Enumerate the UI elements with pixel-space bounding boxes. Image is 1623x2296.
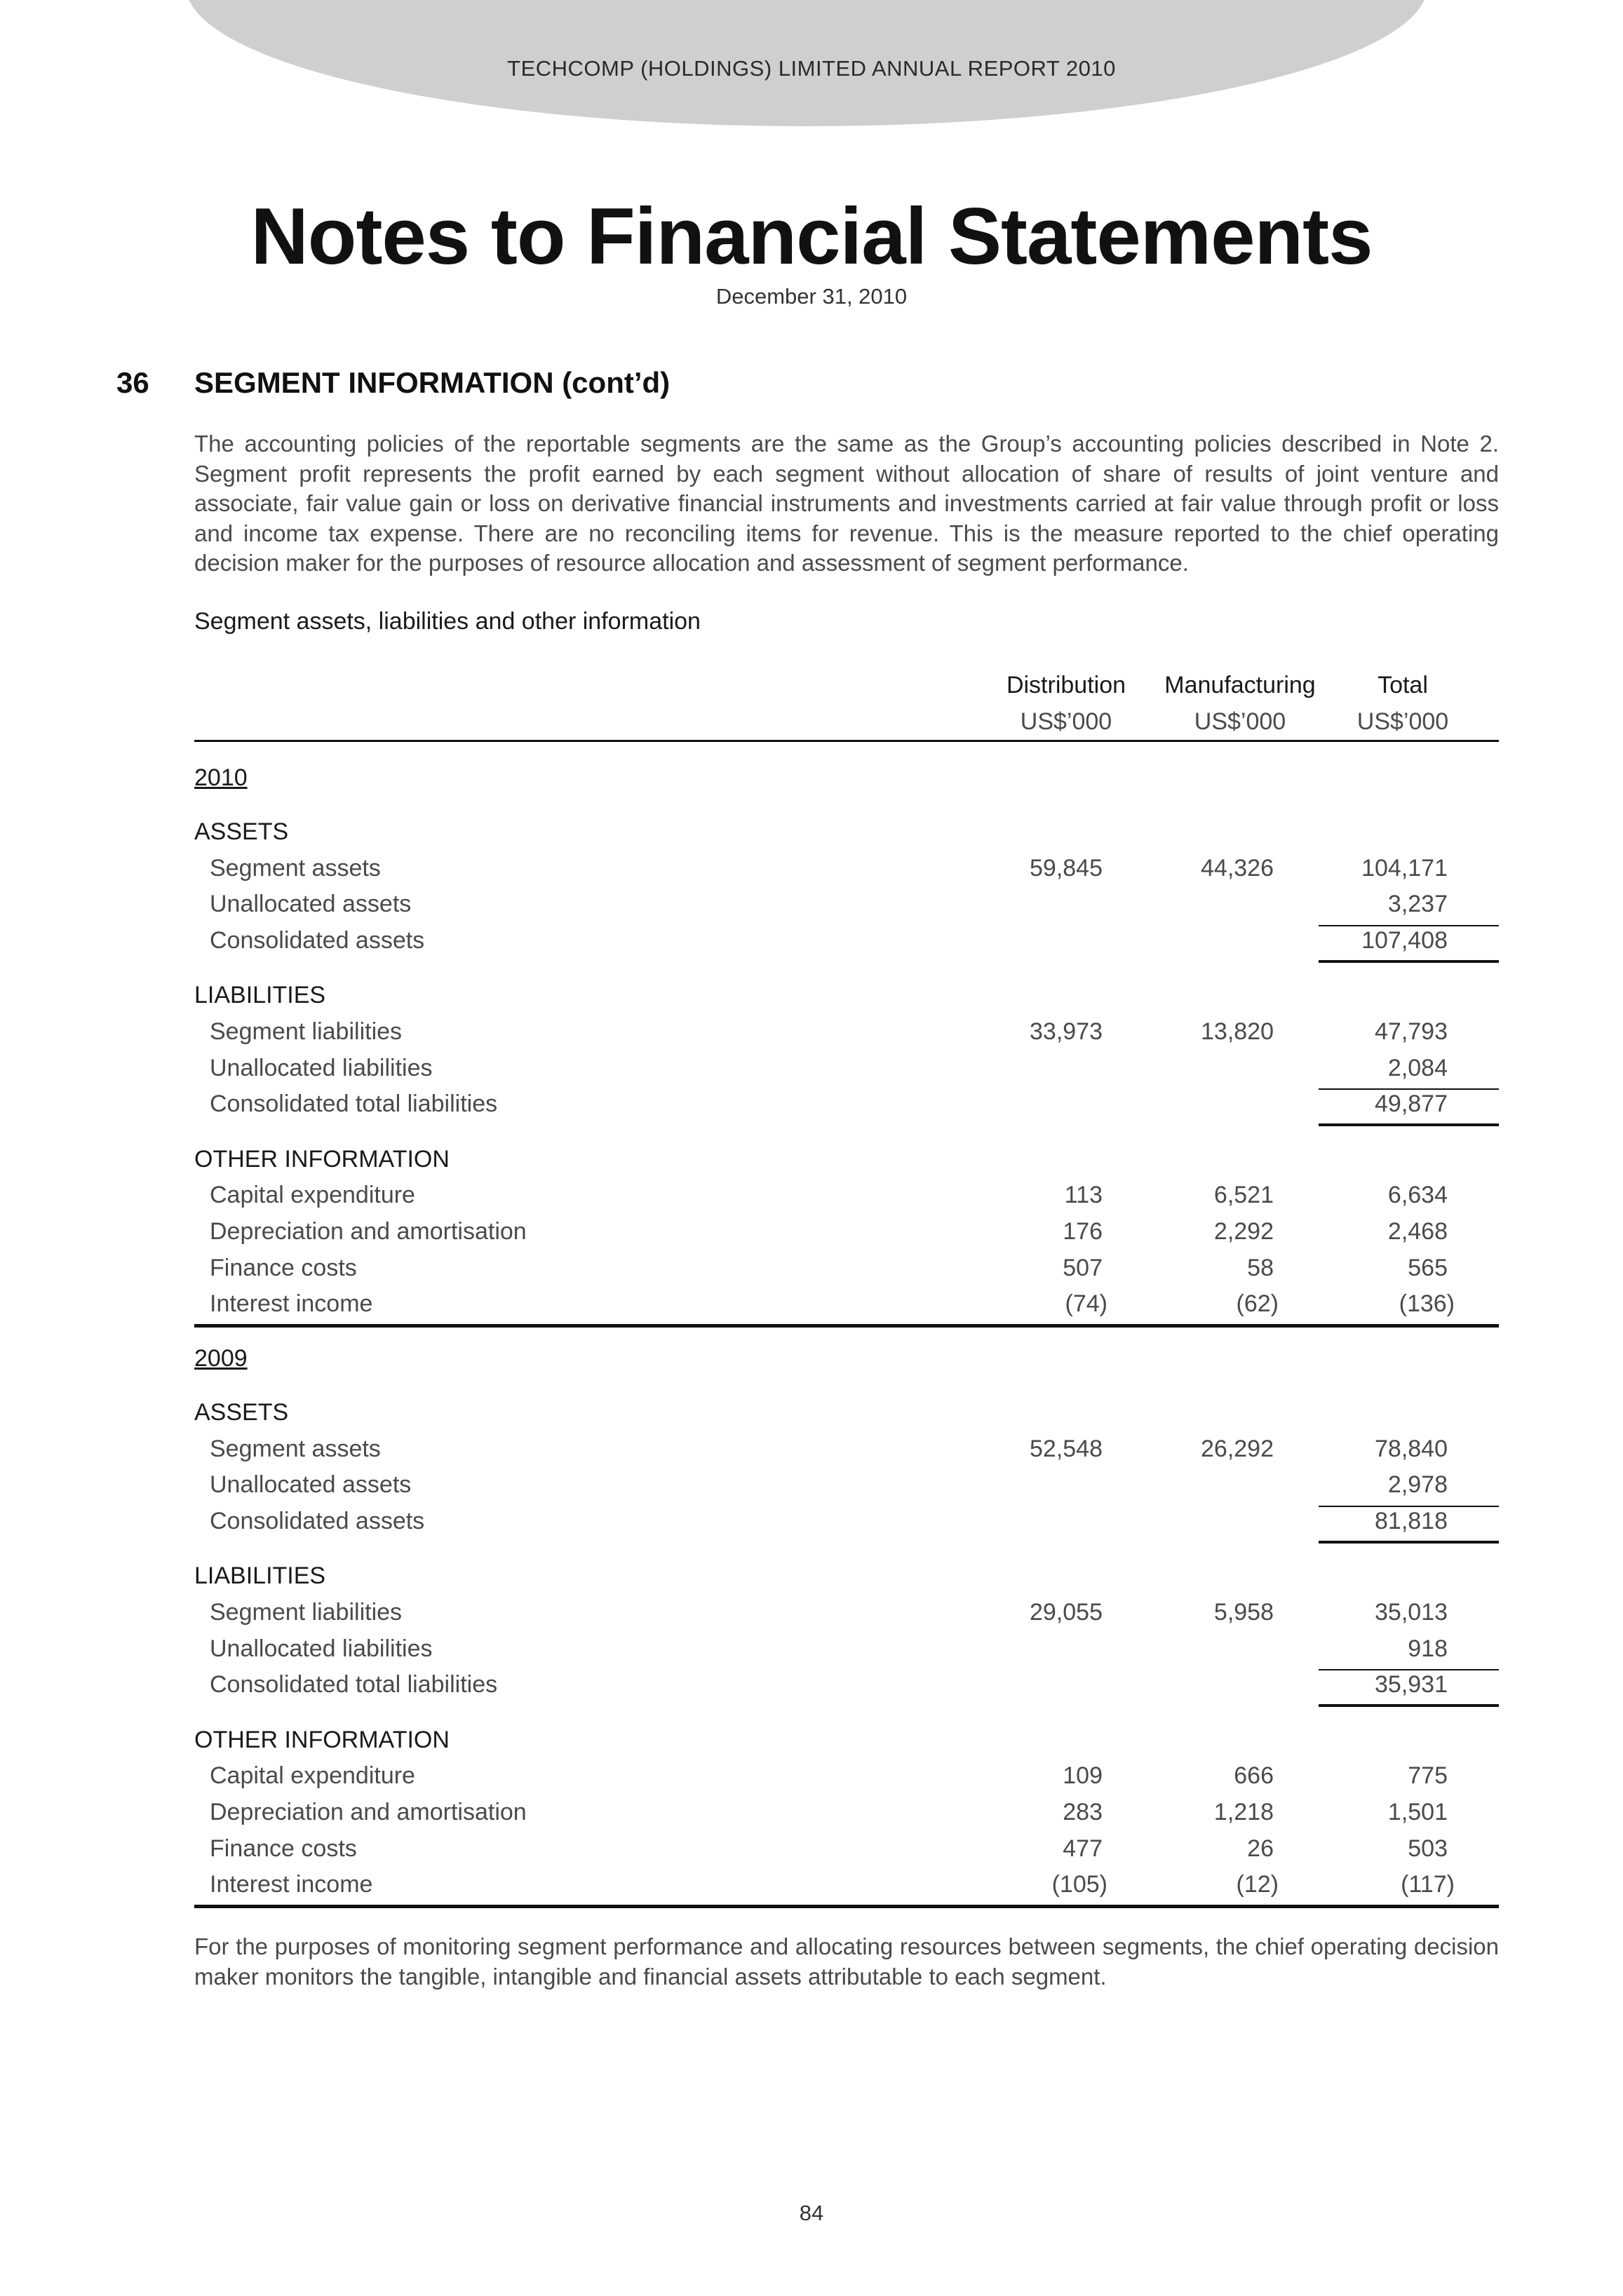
row-label: Consolidated assets xyxy=(210,1507,425,1534)
row-label: Unallocated liabilities xyxy=(210,1635,433,1662)
cell-manu: 26 xyxy=(1247,1835,1274,1862)
cell-total: (136) xyxy=(1399,1290,1455,1318)
header-rule xyxy=(194,740,1499,742)
cell-dist: 29,055 xyxy=(1030,1599,1103,1626)
cell-manu: 2,292 xyxy=(1213,1218,1274,1245)
cell-total: 35,013 xyxy=(1375,1599,1448,1626)
subtotal-rule xyxy=(1319,1506,1499,1507)
cell-dist: 477 xyxy=(1063,1835,1103,1862)
group-heading-assets: ASSETS xyxy=(194,1399,289,1426)
year-end-rule xyxy=(194,1905,1499,1908)
row-label: Depreciation and amortisation xyxy=(210,1799,527,1825)
row-label: Segment assets xyxy=(210,1435,381,1462)
subtotal-rule xyxy=(1319,1669,1499,1670)
column-header-total: Total xyxy=(1378,672,1428,698)
report-header: TECHCOMP (HOLDINGS) LIMITED ANNUAL REPORT 2010 xyxy=(507,56,1116,81)
row-label: Consolidated total liabilities xyxy=(210,1090,498,1118)
cell-total: 565 xyxy=(1408,1254,1448,1281)
cell-dist: 33,973 xyxy=(1030,1018,1103,1045)
total-rule xyxy=(1319,960,1499,963)
cell-total: 775 xyxy=(1408,1762,1448,1790)
cell-total: 47,793 xyxy=(1375,1018,1448,1045)
cell-dist: 52,548 xyxy=(1030,1435,1103,1462)
total-rule xyxy=(1319,1541,1499,1544)
subtotal-rule xyxy=(1319,925,1499,926)
cell-dist: 283 xyxy=(1063,1799,1103,1825)
row-label: Capital expenditure xyxy=(210,1182,415,1209)
row-label: Capital expenditure xyxy=(210,1762,415,1790)
cell-dist: (105) xyxy=(1051,1871,1107,1898)
cell-manu: 6,521 xyxy=(1213,1182,1274,1209)
year-label-2009: 2009 xyxy=(194,1345,248,1372)
table-subheading: Segment assets, liabilities and other information xyxy=(194,608,701,635)
row-label: Segment liabilities xyxy=(210,1018,403,1045)
year-label-2010: 2010 xyxy=(194,764,248,791)
column-unit-total: US$’000 xyxy=(1356,708,1449,735)
cell-total: 2,468 xyxy=(1387,1218,1448,1245)
row-label: Unallocated liabilities xyxy=(210,1054,433,1081)
row-label: Interest income xyxy=(210,1871,373,1898)
row-label: Consolidated assets xyxy=(210,926,425,954)
cell-manu: 44,326 xyxy=(1201,854,1274,882)
page-date: December 31, 2010 xyxy=(715,284,908,309)
intro-paragraph: The accounting policies of the reportable segments are the same as the Group’s accounting policies described in Note 2. Segment profit represents the profit earned by each segment without allocation of share of results of joint venture and associate, fair value gain or loss on derivative financial instruments and investments carried at fair value through profit or loss and income tax expense. There are no reconciling items for revenue. This is the measure reported to the chief operating decision maker for the purposes of resource allocation and assessment of segment performance. xyxy=(194,431,1499,576)
cell-total: 35,931 xyxy=(1375,1671,1448,1699)
row-label: Unallocated assets xyxy=(210,1471,412,1499)
cell-total: 1,501 xyxy=(1387,1799,1448,1825)
row-label: Interest income xyxy=(210,1290,373,1318)
cell-total: 2,084 xyxy=(1387,1054,1448,1081)
group-heading-assets: ASSETS xyxy=(194,818,289,845)
cell-total: 3,237 xyxy=(1387,891,1448,918)
cell-dist: 113 xyxy=(1064,1182,1103,1209)
row-label: Finance costs xyxy=(210,1254,357,1281)
subtotal-rule xyxy=(1319,1088,1499,1090)
row-label: Unallocated assets xyxy=(210,891,412,918)
cell-manu: 5,958 xyxy=(1213,1599,1274,1626)
cell-manu: 1,218 xyxy=(1213,1799,1274,1825)
cell-dist: 176 xyxy=(1063,1218,1103,1245)
cell-manu: 666 xyxy=(1234,1762,1274,1790)
row-label: Consolidated total liabilities xyxy=(210,1671,498,1699)
cell-total: 81,818 xyxy=(1375,1507,1448,1534)
cell-dist: (74) xyxy=(1065,1290,1107,1318)
cell-manu: 26,292 xyxy=(1201,1435,1274,1462)
closing-paragraph: For the purposes of monitoring segment performance and allocating resources between segments, the chief operating decision maker monitors the tangible, intangible and financial assets attributable to each segment. xyxy=(194,1933,1499,1990)
column-unit-distribution: US$’000 xyxy=(1020,708,1112,735)
cell-manu: (62) xyxy=(1236,1290,1279,1318)
group-heading-other: OTHER INFORMATION xyxy=(194,1145,450,1173)
cell-manu: 13,820 xyxy=(1201,1018,1274,1045)
page-title: Notes to Financial Statements xyxy=(250,192,1373,281)
page-number: 84 xyxy=(799,2201,824,2225)
section-title: SEGMENT INFORMATION (cont’d) xyxy=(194,366,671,399)
total-rule xyxy=(1319,1704,1499,1707)
group-heading-liabilities: LIABILITIES xyxy=(194,982,326,1009)
section-number: 36 xyxy=(116,366,149,399)
row-label: Segment assets xyxy=(210,854,381,882)
cell-dist: 59,845 xyxy=(1030,854,1103,882)
year-end-rule xyxy=(194,1324,1499,1328)
cell-total: 49,877 xyxy=(1375,1090,1448,1118)
cell-dist: 507 xyxy=(1063,1254,1103,1281)
cell-manu: 58 xyxy=(1247,1254,1274,1281)
row-label: Finance costs xyxy=(210,1835,357,1862)
cell-total: 503 xyxy=(1408,1835,1448,1862)
row-label: Segment liabilities xyxy=(210,1599,403,1626)
column-header-manufacturing: Manufacturing xyxy=(1164,672,1316,698)
cell-total: 918 xyxy=(1408,1635,1448,1662)
column-unit-manufacturing: US$’000 xyxy=(1194,708,1286,735)
cell-total: 78,840 xyxy=(1375,1435,1448,1462)
cell-total: 6,634 xyxy=(1387,1182,1448,1209)
row-label: Depreciation and amortisation xyxy=(210,1218,527,1245)
group-heading-other: OTHER INFORMATION xyxy=(194,1726,450,1753)
cell-total: 2,978 xyxy=(1387,1471,1448,1499)
column-header-distribution: Distribution xyxy=(1006,672,1126,698)
cell-dist: 109 xyxy=(1063,1762,1103,1790)
cell-total: 104,171 xyxy=(1361,854,1448,882)
group-heading-liabilities: LIABILITIES xyxy=(194,1562,326,1590)
total-rule xyxy=(1319,1123,1499,1126)
cell-total: (117) xyxy=(1401,1871,1455,1898)
cell-manu: (12) xyxy=(1236,1871,1279,1898)
cell-total: 107,408 xyxy=(1361,926,1448,954)
